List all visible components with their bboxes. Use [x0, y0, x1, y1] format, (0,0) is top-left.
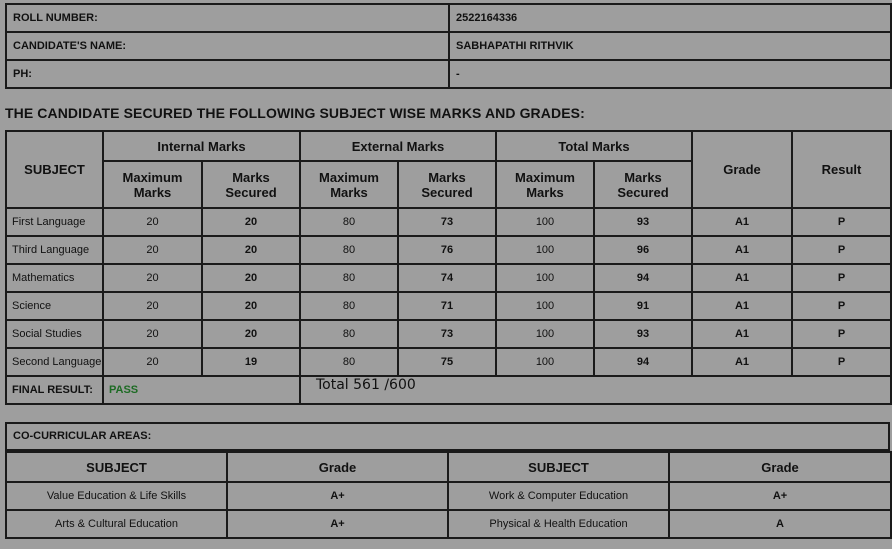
grade-cell: A1 — [692, 264, 792, 292]
total-max-cell: 100 — [496, 292, 594, 320]
co-grade-header-left: Grade — [227, 452, 448, 482]
internal-secured-cell: 20 — [202, 208, 300, 236]
co-subject-cell: Arts & Cultural Education — [6, 510, 227, 538]
table-row — [6, 320, 891, 348]
table-row — [6, 482, 891, 510]
total-secured-cell: 96 — [594, 236, 692, 264]
internal-secured-cell: 19 — [202, 348, 300, 376]
internal-secured-cell: 20 — [202, 264, 300, 292]
candidate-name-value: SABHAPATHI RITHVIK — [449, 32, 891, 60]
external-max-cell: 80 — [300, 320, 398, 348]
internal-max-cell: 20 — [103, 348, 202, 376]
internal-secured-cell: 20 — [202, 236, 300, 264]
total-secured-cell: 94 — [594, 264, 692, 292]
external-max-cell: 80 — [300, 348, 398, 376]
result-cell: P — [792, 320, 891, 348]
co-subject-cell: Physical & Health Education — [448, 510, 669, 538]
ph-row — [6, 60, 891, 88]
grade-cell: A1 — [692, 348, 792, 376]
marks-table — [5, 130, 892, 405]
external-secured-cell: 73 — [398, 208, 496, 236]
external-max-cell: 80 — [300, 292, 398, 320]
table-row — [6, 208, 891, 236]
final-result-row — [6, 376, 891, 404]
total-secured-cell: 93 — [594, 320, 692, 348]
total-secured-cell: 93 — [594, 208, 692, 236]
candidate-name-row — [6, 32, 891, 60]
internal-max-cell: 20 — [103, 264, 202, 292]
total-max-cell: 100 — [496, 236, 594, 264]
result-cell: P — [792, 264, 891, 292]
co-curricular-table — [5, 451, 892, 539]
subject-cell: Third Language — [6, 236, 103, 264]
table-row — [6, 510, 891, 538]
internal-marks-header: Internal Marks — [103, 131, 300, 161]
result-cell: P — [792, 208, 891, 236]
co-grade-cell: A+ — [227, 482, 448, 510]
internal-max-cell: 20 — [103, 320, 202, 348]
roll-number-value: 2522164336 — [449, 4, 891, 32]
co-grade-cell: A+ — [669, 482, 891, 510]
external-secured-cell: 74 — [398, 264, 496, 292]
subject-cell: Second Language — [6, 348, 103, 376]
subject-cell: Science — [6, 292, 103, 320]
co-grade-cell: A — [669, 510, 891, 538]
marks-header-row-1 — [6, 131, 891, 161]
grade-cell: A1 — [692, 208, 792, 236]
result-cell: P — [792, 236, 891, 264]
total-max-cell: 100 — [496, 320, 594, 348]
co-subject-cell: Value Education & Life Skills — [6, 482, 227, 510]
marks-heading: THE CANDIDATE SECURED THE FOLLOWING SUBJECT WISE MARKS AND GRADES: — [5, 105, 585, 121]
co-subject-cell: Work & Computer Education — [448, 482, 669, 510]
grade-cell: A1 — [692, 292, 792, 320]
external-secured-header: Marks Secured — [398, 161, 496, 208]
total-secured-cell: 94 — [594, 348, 692, 376]
co-grade-header-right: Grade — [669, 452, 891, 482]
total-marks-summary: Total 561 /600 — [300, 376, 891, 404]
result-cell: P — [792, 348, 891, 376]
table-row — [6, 292, 891, 320]
total-marks-header: Total Marks — [496, 131, 692, 161]
candidate-info-table — [5, 3, 892, 89]
external-secured-cell: 73 — [398, 320, 496, 348]
co-curricular-title: CO-CURRICULAR AREAS: — [5, 422, 890, 451]
final-result-label: FINAL RESULT: — [6, 376, 103, 404]
total-max-header: Maximum Marks — [496, 161, 594, 208]
subject-cell: Mathematics — [6, 264, 103, 292]
external-secured-cell: 71 — [398, 292, 496, 320]
total-max-cell: 100 — [496, 348, 594, 376]
external-max-header: Maximum Marks — [300, 161, 398, 208]
subject-cell: First Language — [6, 208, 103, 236]
internal-secured-cell: 20 — [202, 320, 300, 348]
total-max-cell: 100 — [496, 208, 594, 236]
roll-number-row — [6, 4, 891, 32]
subject-cell: Social Studies — [6, 320, 103, 348]
subject-header: SUBJECT — [6, 131, 103, 208]
external-marks-header: External Marks — [300, 131, 496, 161]
candidate-name-label: CANDIDATE'S NAME: — [6, 32, 449, 60]
result-cell: P — [792, 292, 891, 320]
result-header: Result — [792, 131, 891, 208]
grade-header: Grade — [692, 131, 792, 208]
table-row — [6, 236, 891, 264]
internal-max-cell: 20 — [103, 208, 202, 236]
table-row — [6, 348, 891, 376]
external-max-cell: 80 — [300, 264, 398, 292]
co-subject-header-right: SUBJECT — [448, 452, 669, 482]
total-secured-header: Marks Secured — [594, 161, 692, 208]
external-secured-cell: 75 — [398, 348, 496, 376]
final-result-value: PASS — [103, 376, 300, 404]
internal-max-cell: 20 — [103, 236, 202, 264]
co-grade-cell: A+ — [227, 510, 448, 538]
internal-secured-header: Marks Secured — [202, 161, 300, 208]
total-max-cell: 100 — [496, 264, 594, 292]
external-max-cell: 80 — [300, 236, 398, 264]
ph-label: PH: — [6, 60, 449, 88]
co-curricular-header-row — [6, 452, 891, 482]
grade-cell: A1 — [692, 236, 792, 264]
external-secured-cell: 76 — [398, 236, 496, 264]
co-subject-header-left: SUBJECT — [6, 452, 227, 482]
internal-max-cell: 20 — [103, 292, 202, 320]
table-row — [6, 264, 891, 292]
grade-cell: A1 — [692, 320, 792, 348]
roll-number-label: ROLL NUMBER: — [6, 4, 449, 32]
internal-max-header: Maximum Marks — [103, 161, 202, 208]
internal-secured-cell: 20 — [202, 292, 300, 320]
total-secured-cell: 91 — [594, 292, 692, 320]
ph-value: - — [449, 60, 891, 88]
external-max-cell: 80 — [300, 208, 398, 236]
